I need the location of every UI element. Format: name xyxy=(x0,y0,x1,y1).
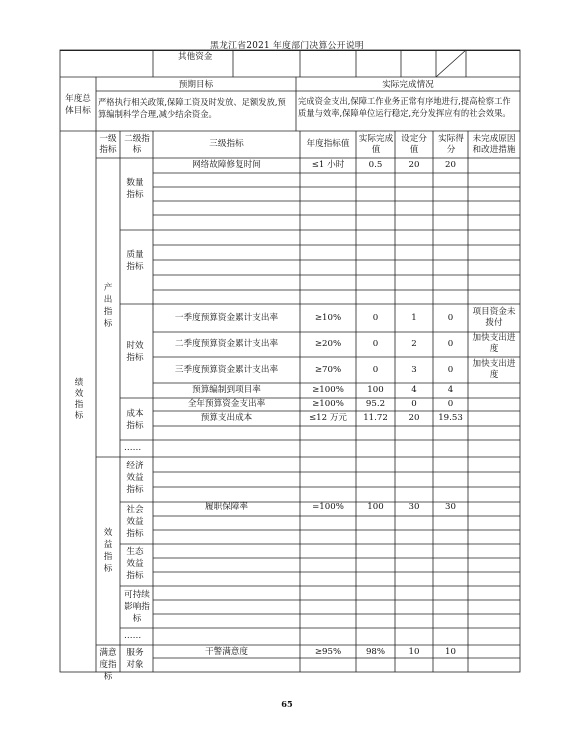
row-q2-name: 二季度预算资金累计支出率 xyxy=(174,339,279,349)
row-police-satisfaction-actual: 98% xyxy=(365,647,386,657)
expected-goal-header: 预期目标 xyxy=(178,80,214,90)
output-ellipsis: …… xyxy=(124,443,142,453)
row-budget-accuracy-set: 4 xyxy=(411,385,417,395)
row-annual-rate-name: 全年预算资金支出率 xyxy=(187,399,266,409)
row-q3-target: ≥70% xyxy=(314,365,342,375)
row-q1-set: 1 xyxy=(411,313,417,323)
col-level3-header: 三级指标 xyxy=(209,139,244,149)
row-network-repair-set: 20 xyxy=(408,160,420,170)
performance-indicator-label: 绩效指标 xyxy=(74,378,84,421)
col-actual-header: 实际完成值 xyxy=(358,134,394,155)
col-reason-header: 未完成原因和改进措施 xyxy=(472,134,516,155)
page-header: 黑龙江省2021 年度部门决算公开说明 xyxy=(209,41,365,51)
timeliness-indicator-label: 时效指标 xyxy=(126,341,144,363)
row-q3-name: 三季度预算资金累计支出率 xyxy=(174,365,279,375)
row-q1-actual: 0 xyxy=(372,313,379,323)
quantity-indicator-label: 数量指标 xyxy=(126,178,144,200)
row-budget-cost-set: 20 xyxy=(408,413,420,423)
row-network-repair-target: ≤1 小时 xyxy=(311,160,345,170)
row-annual-rate-target: ≥100% xyxy=(312,399,344,409)
service-target-label: 服务对象 xyxy=(126,648,144,670)
row-q1-target: ≥10% xyxy=(314,313,342,323)
quality-indicator-label: 质量指标 xyxy=(126,250,144,272)
expected-goal-text: 严格执行相关政策,保障工资及时发放、足额发放,预算编制科学合理,减少结余资金。 xyxy=(98,97,286,119)
row-q2-actual: 0 xyxy=(372,339,379,349)
benefit-ellipsis: …… xyxy=(124,631,142,641)
row-annual-rate-set: 0 xyxy=(411,399,417,409)
row-duty-rate-got: 30 xyxy=(445,502,456,512)
row-duty-rate-name: 履职保障率 xyxy=(205,502,248,512)
row-q2-got: 0 xyxy=(447,339,454,349)
row-budget-accuracy-name: 预算编制到项目率 xyxy=(192,385,261,395)
economic-benefit-label: 经济效益指标 xyxy=(126,461,144,495)
row-q1-name: 一季度预算资金累计支出率 xyxy=(174,313,279,323)
row-q3-set: 3 xyxy=(411,365,417,375)
row-budget-accuracy-target: ≥100% xyxy=(312,385,344,395)
actual-status-header: 实际完成情况 xyxy=(382,80,434,90)
satisfaction-indicator-label: 满意度指标 xyxy=(99,648,117,682)
row-duty-rate-set: 30 xyxy=(408,502,420,512)
row-budget-accuracy-got: 4 xyxy=(447,385,454,395)
row-q2-target: ≥20% xyxy=(314,339,342,349)
row-budget-cost-got: 19.53 xyxy=(438,413,463,423)
row-annual-rate-got: 0 xyxy=(447,399,454,409)
row-police-satisfaction-set: 10 xyxy=(408,647,420,657)
row-budget-cost-target: ≤12 万元 xyxy=(308,413,348,423)
benefit-indicator-label: 效益指标 xyxy=(103,528,113,574)
cost-indicator-label: 成本指标 xyxy=(126,409,144,431)
col-level1-header: 一级指标 xyxy=(99,134,117,155)
row-budget-cost-name: 预算支出成本 xyxy=(200,413,253,423)
col-level2-header: 二级指标 xyxy=(124,134,150,155)
col-score-set-header: 设定分值 xyxy=(401,134,427,155)
output-indicator-label: 产出指标 xyxy=(103,283,113,329)
row-network-repair-actual: 0.5 xyxy=(368,160,383,170)
row-q1-got: 0 xyxy=(447,313,454,323)
social-benefit-label: 社会效益指标 xyxy=(126,505,144,539)
sustainable-impact-label: 可持续影响指标 xyxy=(124,590,150,624)
col-target-header: 年度指标值 xyxy=(306,139,350,149)
row-network-repair-name: 网络故障修复时间 xyxy=(192,160,261,170)
col-score-got-header: 实际得分 xyxy=(438,134,464,155)
row-q2-set: 2 xyxy=(411,339,417,349)
row-q3-got: 0 xyxy=(447,365,454,375)
row-police-satisfaction-got: 10 xyxy=(445,647,456,657)
row-q3-reason: 加快支出进度 xyxy=(472,359,516,380)
row-network-repair-got: 20 xyxy=(445,160,456,170)
ecological-benefit-label: 生态效益指标 xyxy=(126,547,144,581)
row-duty-rate-target: =100% xyxy=(312,502,344,512)
row-q3-actual: 0 xyxy=(372,365,379,375)
row-duty-rate-actual: 100 xyxy=(367,502,384,512)
page-number: 65 xyxy=(281,699,293,709)
row-annual-rate-actual: 95.2 xyxy=(365,399,386,409)
annual-goal-label: 年度总体目标 xyxy=(65,94,91,116)
other-funds-label: 其他资金 xyxy=(178,52,213,62)
row-police-satisfaction-target: ≥95% xyxy=(314,647,342,657)
row-budget-accuracy-actual: 100 xyxy=(367,385,384,395)
row-budget-cost-actual: 11.72 xyxy=(363,413,388,423)
actual-status-text: 完成资金支出,保障工作业务正常有序地进行,提高检察工作质量与效率,保障单位运行稳定,充分发挥应有的社会效果。 xyxy=(298,96,511,118)
row-q1-reason: 项目资金未拨付 xyxy=(472,307,516,328)
row-police-satisfaction-name: 干警满意度 xyxy=(205,647,248,657)
row-q2-reason: 加快支出进度 xyxy=(472,333,516,354)
